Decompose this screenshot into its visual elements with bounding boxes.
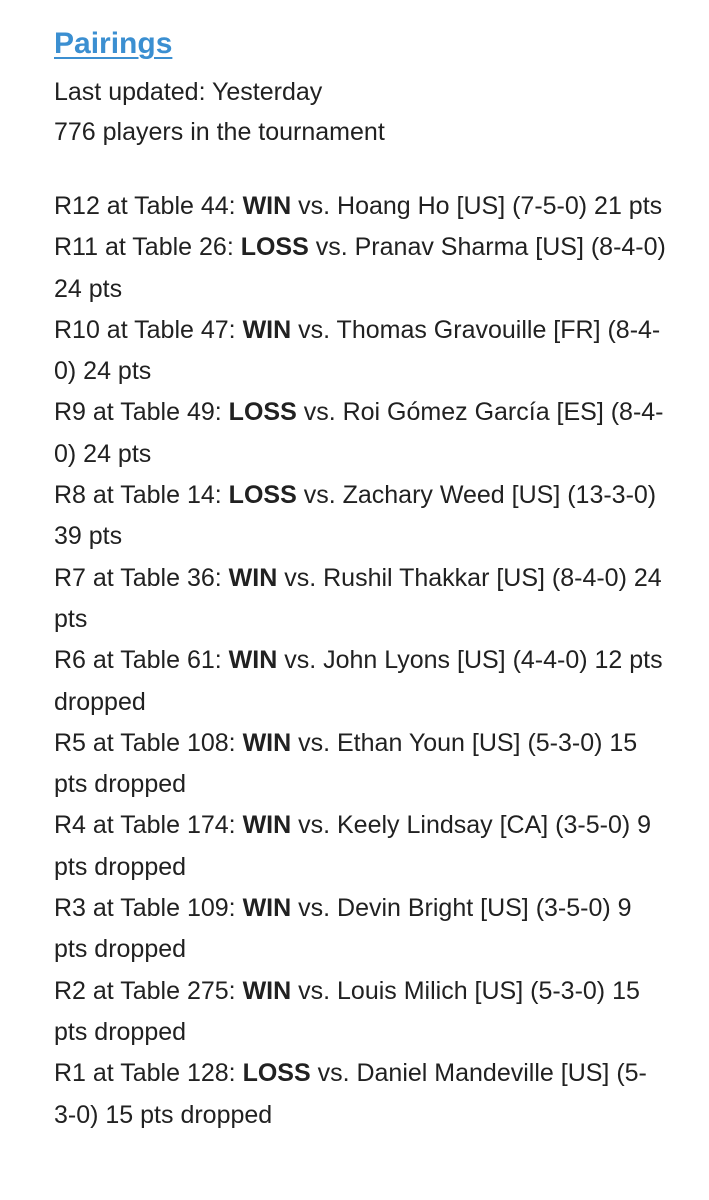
round-result: LOSS [228, 481, 297, 510]
round-entry [54, 310, 666, 393]
round-list [54, 186, 666, 1136]
round-table-label: R5 at Table 108: [54, 728, 243, 757]
round-opponent-info: vs. Zachary Weed [US] (13-3-0) 39 pts [54, 481, 657, 551]
round-entry [54, 186, 666, 227]
round-opponent-info: vs. Pranav Sharma [US] (8-4-0) 24 pts [54, 233, 666, 303]
tournament-meta [54, 72, 666, 152]
round-table-label: R11 at Table 26: [54, 233, 241, 262]
round-result: WIN [242, 728, 292, 757]
round-table-label: R1 at Table 128: [54, 1059, 243, 1088]
round-result: WIN [242, 811, 292, 840]
round-opponent-info: vs. Hoang Ho [US] (7-5-0) 21 pts [291, 192, 663, 220]
round-table-label: R6 at Table 61: [54, 646, 229, 675]
round-opponent-info: vs. Roi Gómez García [ES] (8-4-0) 24 pts [54, 398, 664, 468]
round-opponent-info: vs. Devin Bright [US] (3-5-0) 9 pts dropped [54, 894, 632, 964]
round-entry [54, 640, 666, 723]
round-entry [54, 227, 666, 310]
round-result: LOSS [242, 1059, 311, 1088]
pairings-panel [54, 24, 666, 1136]
round-result: WIN [242, 894, 292, 923]
round-entry [54, 805, 666, 888]
round-result: WIN [242, 192, 292, 220]
round-opponent-info: vs. Keely Lindsay [CA] (3-5-0) 9 pts dropped [54, 811, 652, 881]
round-entry [54, 392, 666, 475]
round-result: LOSS [228, 398, 297, 427]
round-opponent-info: vs. John Lyons [US] (4-4-0) 12 pts dropped [54, 646, 663, 716]
round-entry [54, 971, 666, 1054]
round-entry [54, 475, 666, 558]
round-table-label: R10 at Table 47: [54, 315, 243, 344]
round-table-label: R2 at Table 275: [54, 976, 243, 1005]
round-table-label: R8 at Table 14: [54, 481, 229, 510]
round-result: WIN [242, 976, 292, 1005]
round-result: WIN [242, 315, 292, 344]
round-entry [54, 723, 666, 806]
round-table-label: R12 at Table 44: [54, 192, 243, 220]
round-result: WIN [228, 646, 278, 675]
round-opponent-info: vs. Rushil Thakkar [US] (8-4-0) 24 pts [54, 563, 662, 633]
round-table-label: R4 at Table 174: [54, 811, 243, 840]
round-opponent-info: vs. Thomas Gravouille [FR] (8-4-0) 24 pts [54, 315, 661, 386]
round-entry [54, 1053, 666, 1136]
round-entry [54, 888, 666, 971]
round-result: WIN [228, 563, 278, 592]
player-count-text: 776 players in the tournament [54, 118, 385, 146]
round-opponent-info: vs. Ethan Youn [US] (5-3-0) 15 pts dropped [54, 728, 638, 799]
round-opponent-info: vs. Louis Milich [US] (5-3-0) 15 pts dropped [54, 976, 640, 1046]
round-opponent-info: vs. Daniel Mandeville [US] (5-3-0) 15 pts dropped [54, 1059, 647, 1129]
last-updated-text: Last updated: Yesterday [54, 78, 323, 106]
round-table-label: R9 at Table 49: [54, 398, 229, 427]
pairings-link[interactable]: Pairings [54, 27, 173, 60]
round-entry [54, 558, 666, 641]
round-result: LOSS [240, 233, 309, 262]
round-table-label: R7 at Table 36: [54, 563, 229, 592]
round-table-label: R3 at Table 109: [54, 894, 243, 923]
